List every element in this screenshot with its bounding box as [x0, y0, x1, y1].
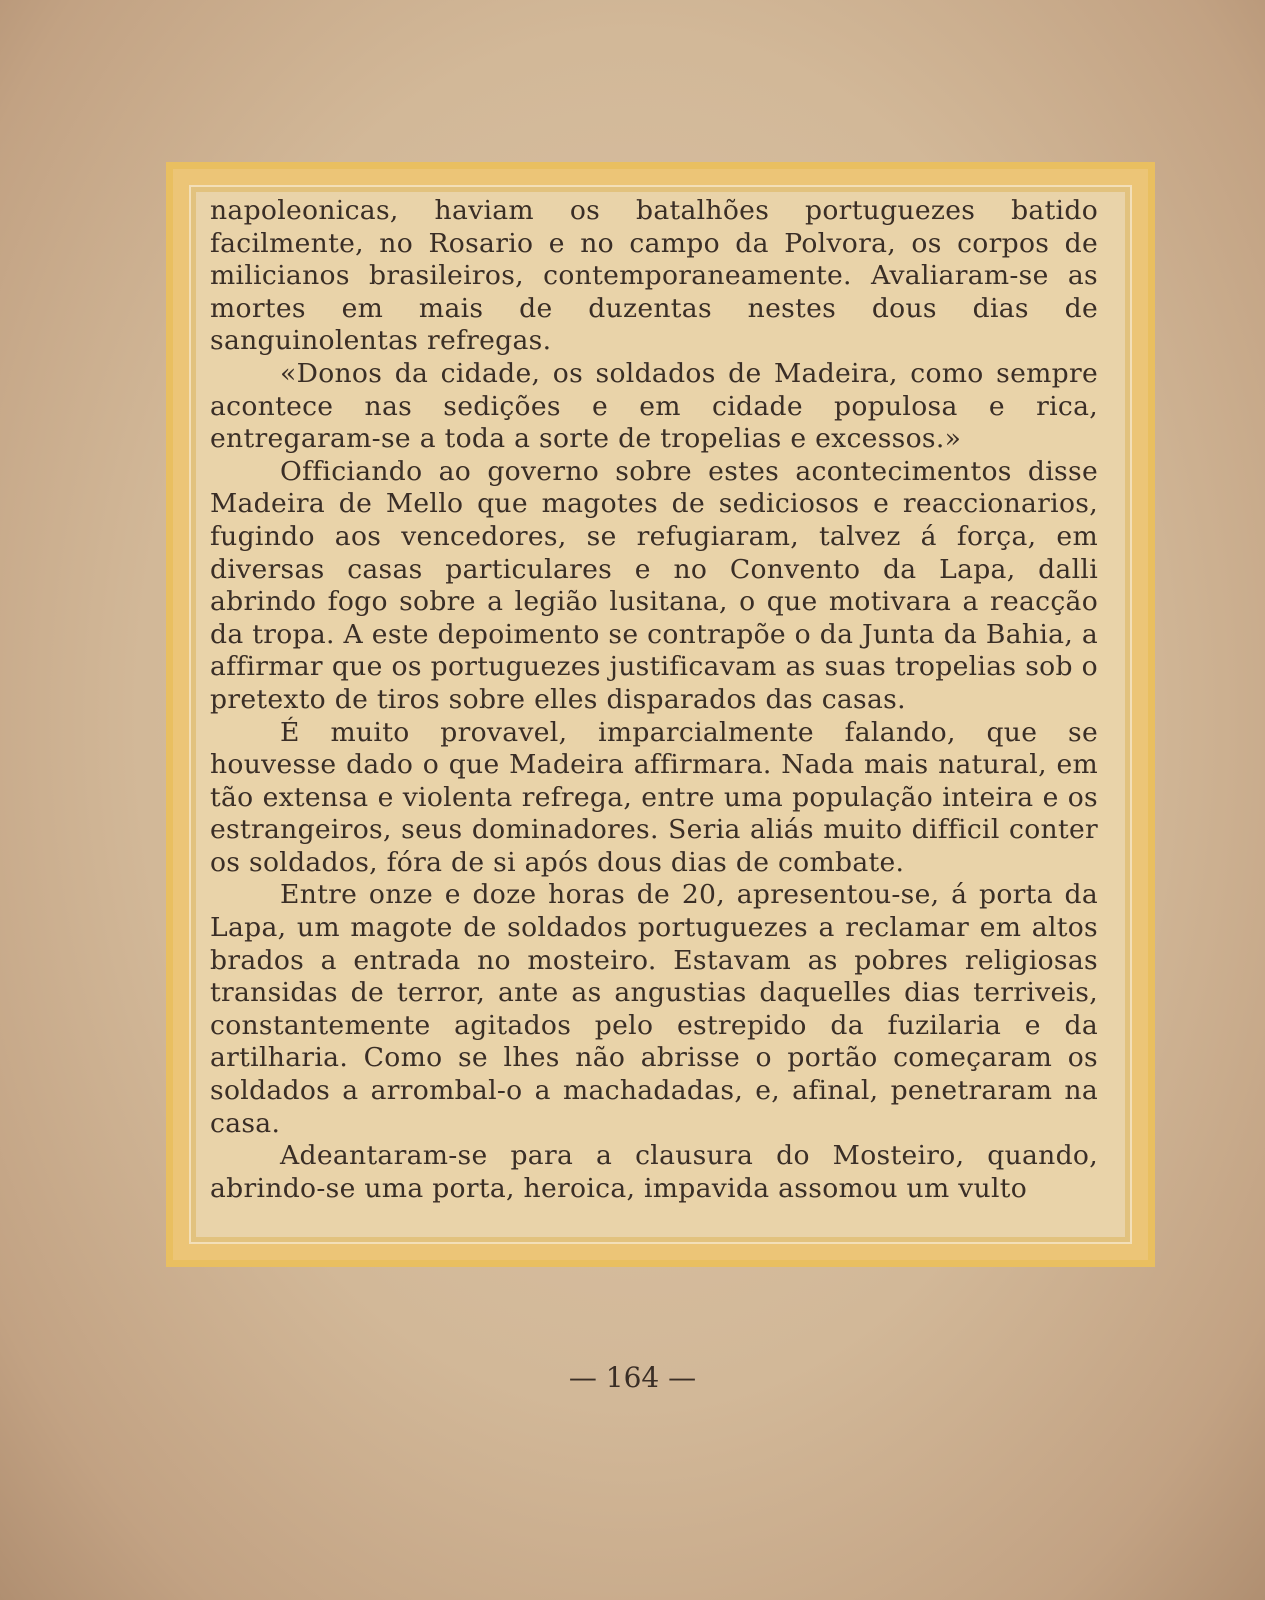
paragraph: napoleonicas, haviam os batalhões portuguezes batido facilmente, no Rosario e no campo da Polvora, os corpos de milicianos brasileiros, contemporaneamente. Avaliaram-se as mortes em mais de duzentas nestes dous dias de sanguinolentas refregas. — [210, 195, 1098, 357]
body-text — [210, 195, 1098, 1205]
paragraph: É muito provavel, imparcialmente falando, que se houvesse dado o que Madeira affirmara. Nada mais natural, em tão extensa e violenta refrega, entre uma população inteira e os estrangeiros, seus dominadores. Seria aliás muito difficil conter os soldados, fóra de si após dous dias de combate. — [210, 716, 1098, 878]
paragraph: «Donos da cidade, os soldados de Madeira, como sempre acontece nas sedições e em cidade populosa e rica, entregaram-se a toda a sorte de tropelias e excessos.» — [210, 357, 1098, 455]
paragraph: Officiando ao governo sobre estes acontecimentos disse Madeira de Mello que magotes de sediciosos e reaccionarios, fugindo aos vencedores, se refugiaram, talvez á força, em diversas casas particulares e no Convento da Lapa, dalli abrindo fogo sobre a legião lusitana, o que motivara a reacção da tropa. A este depoimento se contrapõe o da Junta da Bahia, a affirmar que os portuguezes justificavam as suas tropelias sob o pretexto de tiros sobre elles disparados das casas. — [210, 455, 1098, 715]
paragraph: Entre onze e doze horas de 20, apresentou-se, á porta da Lapa, um magote de soldados portuguezes a reclamar em altos brados a entrada no mosteiro. Estavam as pobres religiosas transidas de terror, ante as angustias daquelles dias terriveis, constantemente agitados pelo estrepido da fuzilaria e da artilharia. Como se lhes não abrisse o portão começaram os soldados a arrombal-o a machadadas, e, afinal, penetraram na casa. — [210, 879, 1098, 1139]
paragraph: Adeantaram-se para a clausura do Mosteiro, quando, abrindo-se uma porta, heroica, impavida assomou um vulto — [210, 1140, 1098, 1204]
page-number: — 164 — — [568, 1361, 697, 1394]
